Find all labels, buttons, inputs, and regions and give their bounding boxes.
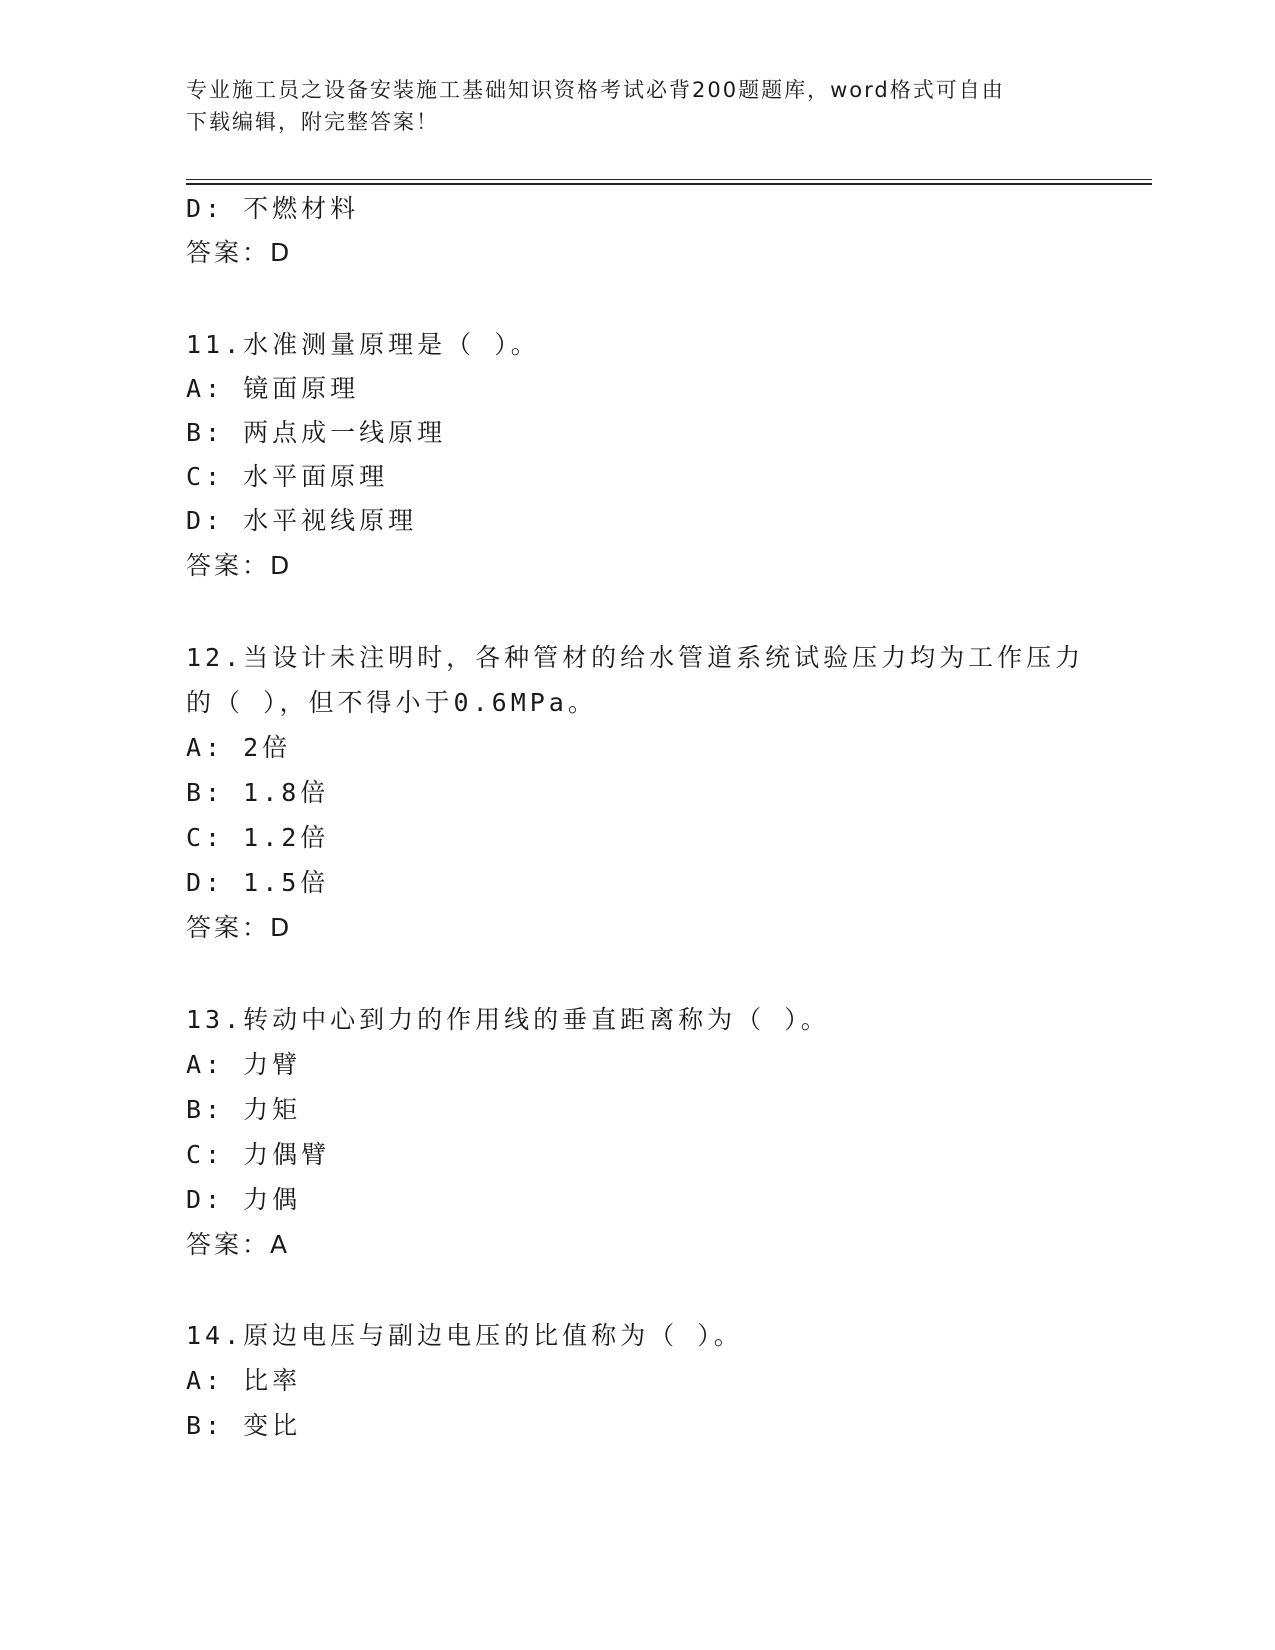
q12-option-b: B: 1.8倍 (186, 778, 330, 807)
header-rule-thick (186, 183, 1152, 185)
q13-option-d: D: 力偶 (186, 1185, 302, 1214)
header-line-1: 专业施工员之设备安装施工基础知识资格考试必背200题题库，word格式可自由 (186, 78, 1005, 102)
q10-option-d: D: 不燃材料 (186, 194, 360, 223)
q13-answer: 答案：A (186, 1230, 291, 1259)
q11-option-d: D: 水平视线原理 (186, 506, 418, 535)
q13-option-c: C: 力偶臂 (186, 1140, 331, 1169)
q13-option-b: B: 力矩 (186, 1095, 302, 1124)
q12-option-d: D: 1.5倍 (186, 868, 330, 897)
q11-option-a: A: 镜面原理 (186, 374, 360, 403)
q11-option-c: C: 水平面原理 (186, 462, 389, 491)
q12-question-line-1: 12.当设计未注明时，各种管材的给水管道系统试验压力均为工作压力 (186, 643, 1085, 672)
q13-option-a: A: 力臂 (186, 1050, 302, 1079)
q12-answer: 答案：D (186, 913, 293, 942)
q12-option-c: C: 1.2倍 (186, 823, 330, 852)
q10-answer: 答案：D (186, 238, 293, 267)
q14-option-b: B: 变比 (186, 1411, 302, 1440)
q11-answer: 答案：D (186, 551, 293, 580)
document-header (186, 74, 1086, 138)
q12-option-a: A: 2倍 (186, 733, 292, 762)
q14-question: 14.原边电压与副边电压的比值称为（ ）。 (186, 1321, 743, 1350)
q12-question-line-2: 的（ ），但不得小于0.6MPa。 (186, 688, 597, 717)
header-rule-thin (186, 179, 1152, 180)
header-line-2: 下载编辑，附完整答案！ (186, 110, 439, 134)
q11-option-b: B: 两点成一线原理 (186, 418, 447, 447)
q11-question: 11.水准测量原理是（ ）。 (186, 330, 540, 359)
q14-option-a: A: 比率 (186, 1366, 302, 1395)
q13-question: 13.转动中心到力的作用线的垂直距离称为（ ）。 (186, 1005, 830, 1034)
